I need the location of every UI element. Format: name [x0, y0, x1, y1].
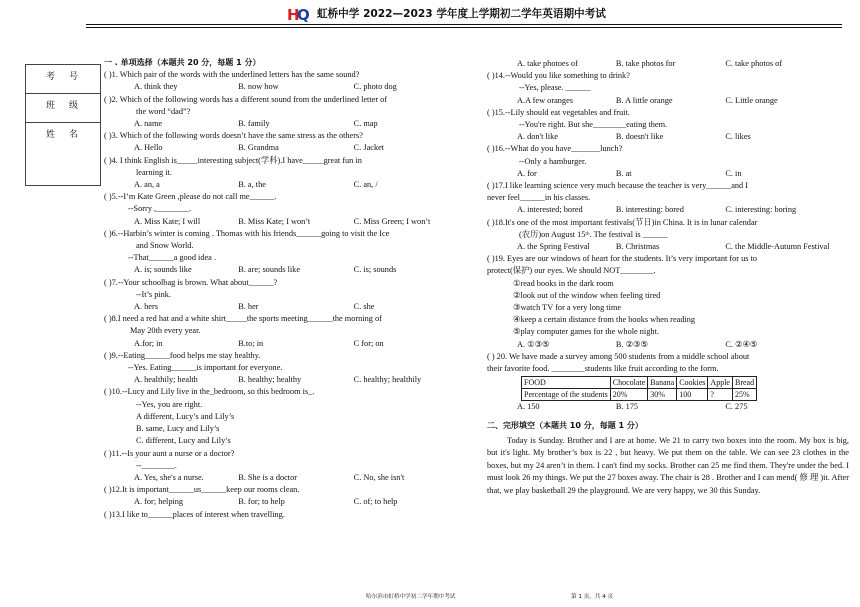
- option-c[interactable]: C. Miss Green; I won’t: [353, 216, 431, 226]
- option-a[interactable]: A. Yes, she's a nurse.: [134, 472, 204, 482]
- table-row: [522, 377, 757, 389]
- answer-options: [104, 142, 484, 154]
- right-column: [487, 58, 849, 498]
- table-cell: Bread: [732, 377, 756, 389]
- option-a[interactable]: A. for; helping: [134, 497, 184, 507]
- dialogue-line: --Yes. Eating______is important for everyone.: [128, 363, 283, 373]
- table-cell: 30%: [648, 389, 677, 401]
- question-line: ( ) 20. We have made a survey among 500 students from a middle school about: [487, 351, 750, 361]
- option-c[interactable]: C. No, she isn't: [353, 472, 405, 482]
- option-c[interactable]: C. an, /: [353, 180, 378, 190]
- answer-options: [104, 301, 484, 313]
- question-continuation: learning it.: [136, 167, 172, 177]
- question-line: ( )5.--I’m Kate Green ,please do not call me______.: [104, 192, 277, 202]
- answer-options: [487, 131, 849, 143]
- question-continuation: ④keep a certain distance from the books when reading: [513, 315, 696, 325]
- answer-options: [104, 264, 484, 276]
- class-field[interactable]: 班级: [26, 94, 100, 123]
- option-b[interactable]: B. healthy; healthy: [238, 375, 302, 385]
- question-line: ( )1. Which pair of the words with the underlined letters has the same sound?: [104, 70, 360, 80]
- answer-options: [487, 58, 849, 70]
- option-a[interactable]: A. interested; bored: [517, 205, 583, 215]
- option-b[interactable]: B. for; to help: [238, 497, 285, 507]
- answer-options: [487, 204, 849, 216]
- question-continuation: ⑤play computer games for the whole night.: [513, 327, 659, 337]
- answer-options: [487, 401, 849, 413]
- table-cell: 20%: [610, 389, 647, 401]
- question-line: ( )19. Eyes are our windows of heart for the students. It’s very important for us to: [487, 254, 758, 264]
- answer-options: [104, 118, 484, 130]
- option-b[interactable]: B. now how: [238, 82, 279, 92]
- option-c[interactable]: C. in: [725, 168, 742, 178]
- answer-options: [104, 179, 484, 191]
- table-row: [522, 389, 757, 401]
- table-cell: Chocolate: [610, 377, 647, 389]
- question-line: ( )4. I think English is_____interesting subject(学科).I have_____great fun in: [104, 155, 362, 165]
- option-b[interactable]: B.to; in: [238, 338, 264, 348]
- option-c[interactable]: C. she: [353, 302, 375, 312]
- option-a[interactable]: A.for; in: [134, 338, 163, 348]
- question-continuation: the word “dad”?: [136, 106, 191, 116]
- answer-options: [104, 338, 484, 350]
- option-c[interactable]: C. interesting: boring: [725, 205, 797, 215]
- option-c[interactable]: C. photo dog: [353, 82, 397, 92]
- header-rule: [86, 24, 842, 25]
- table-cell: 25%: [732, 389, 756, 401]
- option-b[interactable]: B. take photos for: [615, 59, 676, 68]
- question-line: ( )12.It is important______us______keep our rooms clean.: [104, 485, 300, 495]
- option-b[interactable]: B. family: [238, 119, 270, 129]
- question-continuation: ②look out of the window when feeling tired: [513, 290, 661, 300]
- question-line: ( )13.I like to______places of interest when travelling.: [104, 509, 285, 519]
- option-a[interactable]: A. ①③⑤: [517, 339, 550, 349]
- question-continuation: --Yes, please. ______: [519, 83, 591, 93]
- answer-options: [104, 472, 484, 484]
- question-line: ( )10.--Lucy and Lily live in the_bedroom, so this bedroom is_.: [104, 387, 315, 397]
- question-continuation: A different, Lucy’s and Lily’s: [136, 411, 235, 421]
- answer-options: [104, 496, 484, 508]
- question-line: ( )2. Which of the following words has a different sound from the underlined letter of: [104, 94, 388, 104]
- question-line: ( )17.I like learning science very much because the teacher is very______and I: [487, 181, 749, 191]
- option-a[interactable]: A.A few oranges: [517, 95, 573, 105]
- option-a[interactable]: A. Hello: [134, 143, 163, 153]
- table-cell: FOOD: [522, 377, 611, 389]
- footer-page-number: 第 1 页，共 4 页: [571, 594, 614, 600]
- question-continuation: C. different, Lucy and Lily’s: [136, 436, 231, 446]
- option-c[interactable]: C. is; sounds: [353, 265, 397, 275]
- table-cell: Percentage of the students: [522, 389, 611, 401]
- option-b[interactable]: B. A little orange: [615, 95, 673, 105]
- option-b[interactable]: B. 175: [615, 402, 639, 412]
- option-c[interactable]: C. likes: [725, 132, 751, 142]
- option-c[interactable]: C. Jacket: [353, 143, 385, 153]
- option-c[interactable]: C. the Middle-Autumn Festival: [725, 242, 830, 252]
- option-a[interactable]: A. Miss Kate; I will: [134, 216, 201, 226]
- option-c[interactable]: C. healthy; healthily: [353, 375, 422, 385]
- option-b[interactable]: B. ②③⑤: [615, 339, 648, 349]
- table-cell: Apple: [708, 377, 733, 389]
- table-cell: 100: [677, 389, 708, 401]
- option-c[interactable]: C for; on: [353, 338, 384, 348]
- question-line: ( )15.--Lily should eat vegetables and fruit.: [487, 107, 630, 117]
- question-continuation: --Yes, you are right.: [136, 399, 203, 409]
- header-rule-thin: [86, 27, 842, 28]
- answer-options: [487, 168, 849, 180]
- dialogue-line: --Sorry ,________.: [128, 204, 192, 214]
- question-line: ( )14.--Would you like something to drink?: [487, 71, 630, 81]
- svg-text:Q: Q: [297, 6, 310, 24]
- question-continuation: (农历)on August 15ᵗʰ. The festival is ______: [519, 229, 668, 239]
- question-continuation: --________.: [136, 460, 177, 470]
- question-continuation: --It’s pink.: [136, 289, 172, 299]
- option-a[interactable]: A. is; sounds like: [134, 265, 192, 275]
- option-b[interactable]: B. a, the: [238, 180, 266, 190]
- question-line: ( )18.It's one of the most important festivals(节日)in China. It is in lunar calendar: [487, 217, 758, 227]
- option-b[interactable]: B. are; sounds like: [238, 265, 301, 275]
- option-a[interactable]: A. hers: [134, 302, 158, 312]
- question-line: ( )11.--Is your aunt a nurse or a doctor?: [104, 448, 235, 458]
- answer-options: [104, 374, 484, 386]
- answer-options: [487, 241, 849, 253]
- option-a[interactable]: A. an, a: [134, 180, 160, 190]
- question-continuation: --Only a hamburger.: [519, 156, 587, 166]
- answer-options: [487, 339, 849, 351]
- cloze-passage: Today is Sunday. Brother and I are at home. We 21 to carry two boxes into the room. My box is big, but it's light. My brother’s box is 22 , but heavy. We put them on the table. We can see 23 clothes in the boxes, but my 24 aren’t in them. I can't find my socks. Brother can 25 me find them. They're under the bed. I must look 26 my things. We put the 27 boxes away. The chair is 28 . Brother and I can mend( 修 理 )it. After that, we play basketball 29 the playground. We are very happy, we 30 this Sunday.: [487, 435, 849, 496]
- option-b[interactable]: B. Christmas: [615, 242, 660, 252]
- question-line: ( )9.--Eating______food helps me stay healthy.: [104, 350, 261, 360]
- dialogue-line: --That______a good idea .: [128, 253, 217, 263]
- option-c[interactable]: C. ②④⑤: [725, 339, 758, 349]
- question-continuation: and Snow World.: [136, 241, 194, 251]
- left-column: [104, 57, 484, 521]
- option-c[interactable]: C. map: [353, 119, 378, 129]
- student-info-box: [25, 64, 101, 186]
- question-line: ( )3. Which of the following words doesn’t have the same stress as the others?: [104, 131, 363, 141]
- answer-options: [487, 95, 849, 107]
- school-logo: [286, 4, 310, 24]
- option-c[interactable]: C. 275: [725, 402, 748, 412]
- question-line: ( )8.I need a red hat and a white shirt_____the sports meeting______the morning of: [104, 314, 382, 324]
- option-b[interactable]: B. her: [238, 302, 259, 312]
- table-cell: ?: [708, 389, 733, 401]
- table-cell: Cookies: [677, 377, 708, 389]
- option-a[interactable]: A. the Spring Festival: [517, 242, 590, 252]
- option-a[interactable]: A. name: [134, 119, 163, 129]
- section-heading: 二、完形填空（本题共 10 分，每题 1 分）: [487, 421, 643, 431]
- table-cell: Banana: [648, 377, 677, 389]
- question-line: their favorite food. ________students like fruit according to the form.: [487, 364, 719, 374]
- question-continuation: B. same, Lucy and Lily’s: [136, 424, 220, 434]
- question-line: ( )7.--Your schoolbag is brown. What about______?: [104, 277, 278, 287]
- question-continuation: May 20th every year.: [130, 326, 201, 336]
- option-a[interactable]: A. take photoes of: [517, 59, 578, 68]
- exam-number-field[interactable]: 考号: [26, 65, 100, 94]
- food-survey-table: [521, 376, 757, 401]
- option-a[interactable]: A. healthily; health: [134, 375, 198, 385]
- option-a[interactable]: A. don't like: [517, 132, 558, 142]
- svg-text:H: H: [287, 6, 300, 24]
- option-c[interactable]: C. Little orange: [725, 95, 778, 105]
- question-line: protect(保护) our eyes. We should NOT________.: [487, 266, 656, 276]
- option-b[interactable]: B. doesn't like: [615, 132, 664, 142]
- question-line: never feel______in his classes.: [487, 193, 591, 203]
- option-b[interactable]: B. She is a doctor: [238, 472, 298, 482]
- question-line: ( )16.--What do you have_______lunch?: [487, 144, 623, 154]
- question-continuation: ③watch TV for a very long time: [513, 303, 622, 313]
- question-continuation: --You're right. But she________eating them.: [519, 120, 668, 130]
- name-field[interactable]: 姓名: [45, 130, 92, 140]
- option-b[interactable]: B. Miss Kate; I won’t: [238, 216, 311, 226]
- option-b[interactable]: B. Grandma: [238, 143, 279, 153]
- exam-title: 虹桥中学 2022—2023 学年度上学期初二学年英语期中考试: [317, 8, 606, 20]
- option-b[interactable]: B. interesting: bored: [615, 205, 684, 215]
- question-line: ( )6.--Harbin’s winter is coming . Thomas with his friends______going to visit the Ice: [104, 228, 390, 238]
- option-a[interactable]: A. for: [517, 168, 537, 178]
- question-continuation: ①read books in the dark room: [513, 278, 614, 288]
- footer-school: 哈尔滨市虹桥中学初二学年期中考试: [366, 594, 456, 600]
- answer-options: [104, 216, 484, 228]
- option-a[interactable]: A. 150: [517, 402, 540, 412]
- option-a[interactable]: A. think they: [134, 82, 178, 92]
- option-c[interactable]: C. of; to help: [353, 497, 398, 507]
- option-c[interactable]: C. take photos of: [725, 59, 783, 68]
- option-b[interactable]: B. at: [615, 168, 632, 178]
- section-heading: 一 . 单项选择（本题共 20 分，每题 1 分）: [104, 58, 261, 67]
- answer-options: [104, 81, 484, 93]
